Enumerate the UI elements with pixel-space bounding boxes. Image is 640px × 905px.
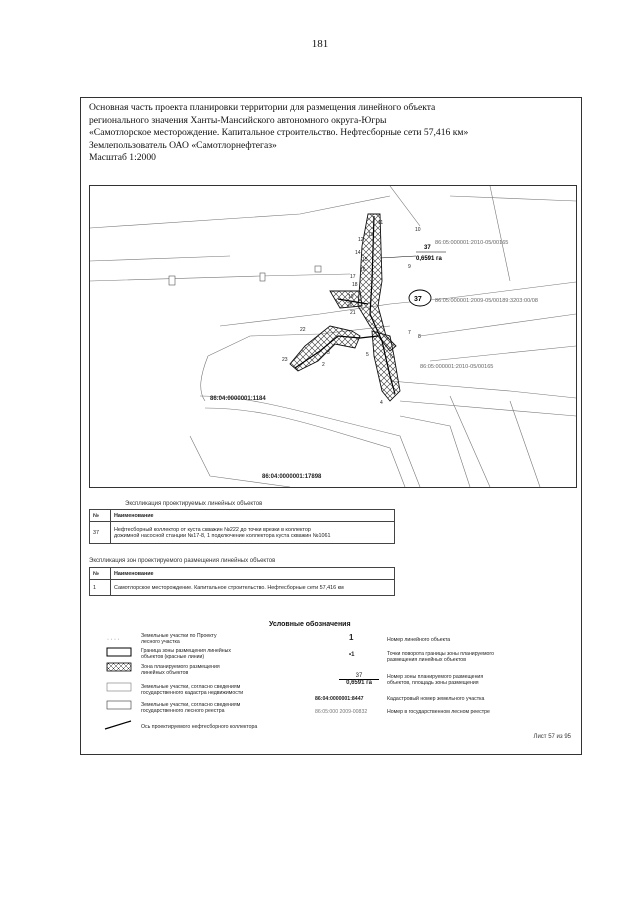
land-user: Землепользователь ОАО «Самотлорнефтегаз» bbox=[89, 139, 277, 151]
legend-text: Точки поворота границы зоны планируемого bbox=[387, 651, 495, 657]
parcel-label: 86:05:000001:2010-05/00165 bbox=[435, 240, 509, 246]
point-label: 8 bbox=[418, 334, 421, 340]
parcel-label: 86:04:0000001:1184 bbox=[210, 396, 266, 402]
page-number: 181 bbox=[311, 38, 329, 50]
row-no: 1 bbox=[90, 580, 111, 596]
title-line-2: регионального значения Ханты-Мансийского автономного округа-Югры bbox=[89, 114, 387, 126]
legend-forest-number: Номер в государственном лесном реестре bbox=[387, 709, 490, 715]
turning-points bbox=[282, 220, 421, 406]
title-block bbox=[89, 102, 468, 165]
point-label: 12 bbox=[358, 237, 364, 243]
parcel-label: 86:05:000001:2009-05/00189:3203:00/08 bbox=[435, 298, 538, 304]
legend-text: объектов (красные линии) bbox=[141, 654, 205, 660]
point-label: 16 bbox=[360, 267, 366, 273]
legend-point-symbol: •1 bbox=[349, 652, 355, 658]
point-label: 9 bbox=[408, 264, 411, 270]
point-label: 20 bbox=[347, 302, 353, 308]
legend-item-forest bbox=[141, 633, 217, 645]
parcel-label: 86:04:0000001:17898 bbox=[262, 474, 322, 480]
legend-cadastral-symbol: 86:04:0000001:8447 bbox=[315, 696, 364, 702]
zone-number: 37 bbox=[424, 245, 431, 251]
legend-text: лесного участка bbox=[141, 639, 180, 645]
col-no: № bbox=[90, 568, 111, 580]
buildings bbox=[169, 266, 321, 285]
object-number-marker bbox=[409, 290, 431, 306]
row-name bbox=[111, 522, 395, 544]
point-label: 3 bbox=[327, 350, 330, 356]
svg-text:· · · ·: · · · · bbox=[107, 637, 120, 643]
point-label: 17 bbox=[350, 274, 356, 280]
legend-title: Условные обозначения bbox=[269, 621, 351, 628]
point-label: 11 bbox=[378, 220, 384, 226]
legend-object-number: Номер линейного объекта bbox=[387, 637, 451, 643]
legend-forest-symbol: 86:05:000 2009-00832 bbox=[315, 709, 368, 715]
legend-text: объектов, площадь зоны размещения bbox=[387, 680, 479, 686]
point-label: 18 bbox=[352, 282, 358, 288]
planned-zone bbox=[290, 214, 400, 401]
legend-cadastral-number: Кадастровый номер земельного участка bbox=[387, 696, 485, 702]
red-line-symbol bbox=[107, 648, 131, 656]
point-label: 21 bbox=[350, 310, 356, 316]
legend-item-red-lines bbox=[141, 648, 231, 660]
zone-label bbox=[380, 245, 446, 262]
point-label: 22 bbox=[300, 327, 306, 333]
point-label: 5 bbox=[366, 352, 369, 358]
legend-text: Земельные участки, согласно сведениям bbox=[141, 702, 241, 708]
cadastre-symbol bbox=[107, 683, 131, 691]
legend-text: Номер зоны планируемого размещения bbox=[387, 674, 484, 680]
point-label: 2 bbox=[322, 362, 325, 368]
row-name: Самотлорское месторождение. Капитальное строительство. Нефтесборные сети 57,416 км bbox=[111, 580, 395, 596]
legend-text: Земельные участки, согласно сведениям bbox=[141, 684, 241, 690]
scale: Масштаб 1:2000 bbox=[89, 152, 156, 163]
object-number: 37 bbox=[414, 296, 422, 303]
legend-item-forest-registry bbox=[141, 702, 240, 714]
forest-registry-symbol bbox=[107, 701, 131, 709]
point-label: 10 bbox=[415, 227, 421, 233]
parcel-label: 86:05:000001:2010-05/00165 bbox=[420, 364, 494, 370]
legend-item-cadastre bbox=[141, 684, 243, 696]
map-frame bbox=[89, 185, 577, 488]
legend-text: Граница зоны размещения линейных bbox=[141, 648, 231, 654]
row-name-line: Нефтесборный коллектор от куста скважин №222 до точки врезки в коллектор bbox=[114, 526, 311, 533]
point-label: 19 bbox=[348, 294, 354, 300]
legend-turning-point bbox=[387, 651, 494, 663]
point-label: 14 bbox=[355, 250, 361, 256]
col-name: Наименование bbox=[111, 510, 395, 522]
table1-title: Экспликация проектируемых линейных объектов bbox=[125, 501, 263, 507]
table-linear-objects bbox=[89, 509, 395, 544]
axis-symbol bbox=[105, 721, 131, 729]
col-no: № bbox=[90, 510, 111, 522]
legend-symbols bbox=[101, 631, 137, 741]
legend-item-axis: Ось проектируемого нефтесборного коллектора bbox=[141, 724, 258, 730]
title-line-1: Основная часть проекта планировки территории для размещения линейного объекта bbox=[89, 102, 436, 113]
zone-area: 0,6591 га bbox=[416, 256, 442, 262]
legend-point-symbol-number: 1 bbox=[351, 652, 355, 658]
point-label: 7 bbox=[408, 330, 411, 336]
point-label: 23 bbox=[282, 357, 288, 363]
legend-zone-symbol bbox=[339, 673, 379, 686]
legend-text: государственного кадастра недвижимости bbox=[141, 690, 244, 696]
legend-text: Земельные участки по Проекту bbox=[141, 633, 217, 639]
legend-zone-symbol-number: 37 bbox=[355, 673, 363, 679]
point-label: 13 bbox=[368, 232, 374, 238]
legend-item-zone bbox=[141, 664, 220, 676]
table-zones bbox=[89, 567, 395, 596]
row-name-line: дожимной насосной станции №17-8, 1 подключение коллектора куста скважин №1061 bbox=[114, 532, 331, 539]
table2-title: Экспликация зон проектируемого размещения линейных объектов bbox=[89, 558, 276, 564]
row-no: 37 bbox=[90, 522, 111, 544]
legend-text: линейных объектов bbox=[141, 670, 189, 676]
point-label: 6 bbox=[390, 354, 393, 360]
legend-text: государственного лесного реестра bbox=[141, 708, 225, 714]
zone-symbol bbox=[107, 663, 131, 671]
map-drawing bbox=[90, 186, 576, 487]
legend-zone-symbol-area: 0,6591 га bbox=[339, 679, 379, 686]
point-label: 15 bbox=[362, 257, 368, 263]
legend-zone-number bbox=[387, 674, 483, 686]
title-line-3: «Самотлорское месторождение. Капитальное строительство. Нефтесборные сети 57,416 км» bbox=[89, 127, 469, 138]
legend-text: размещения линейных объектов bbox=[387, 657, 466, 663]
legend-text: Зона планируемого размещения bbox=[141, 664, 220, 670]
legend-object-number-symbol: 1 bbox=[349, 633, 354, 642]
drawing-sheet bbox=[80, 97, 582, 755]
point-label: 4 bbox=[380, 400, 383, 406]
col-name: Наименование bbox=[111, 568, 395, 580]
sheet-number: Лист 57 из 95 bbox=[533, 734, 571, 740]
forest-plot-symbol bbox=[107, 637, 120, 643]
